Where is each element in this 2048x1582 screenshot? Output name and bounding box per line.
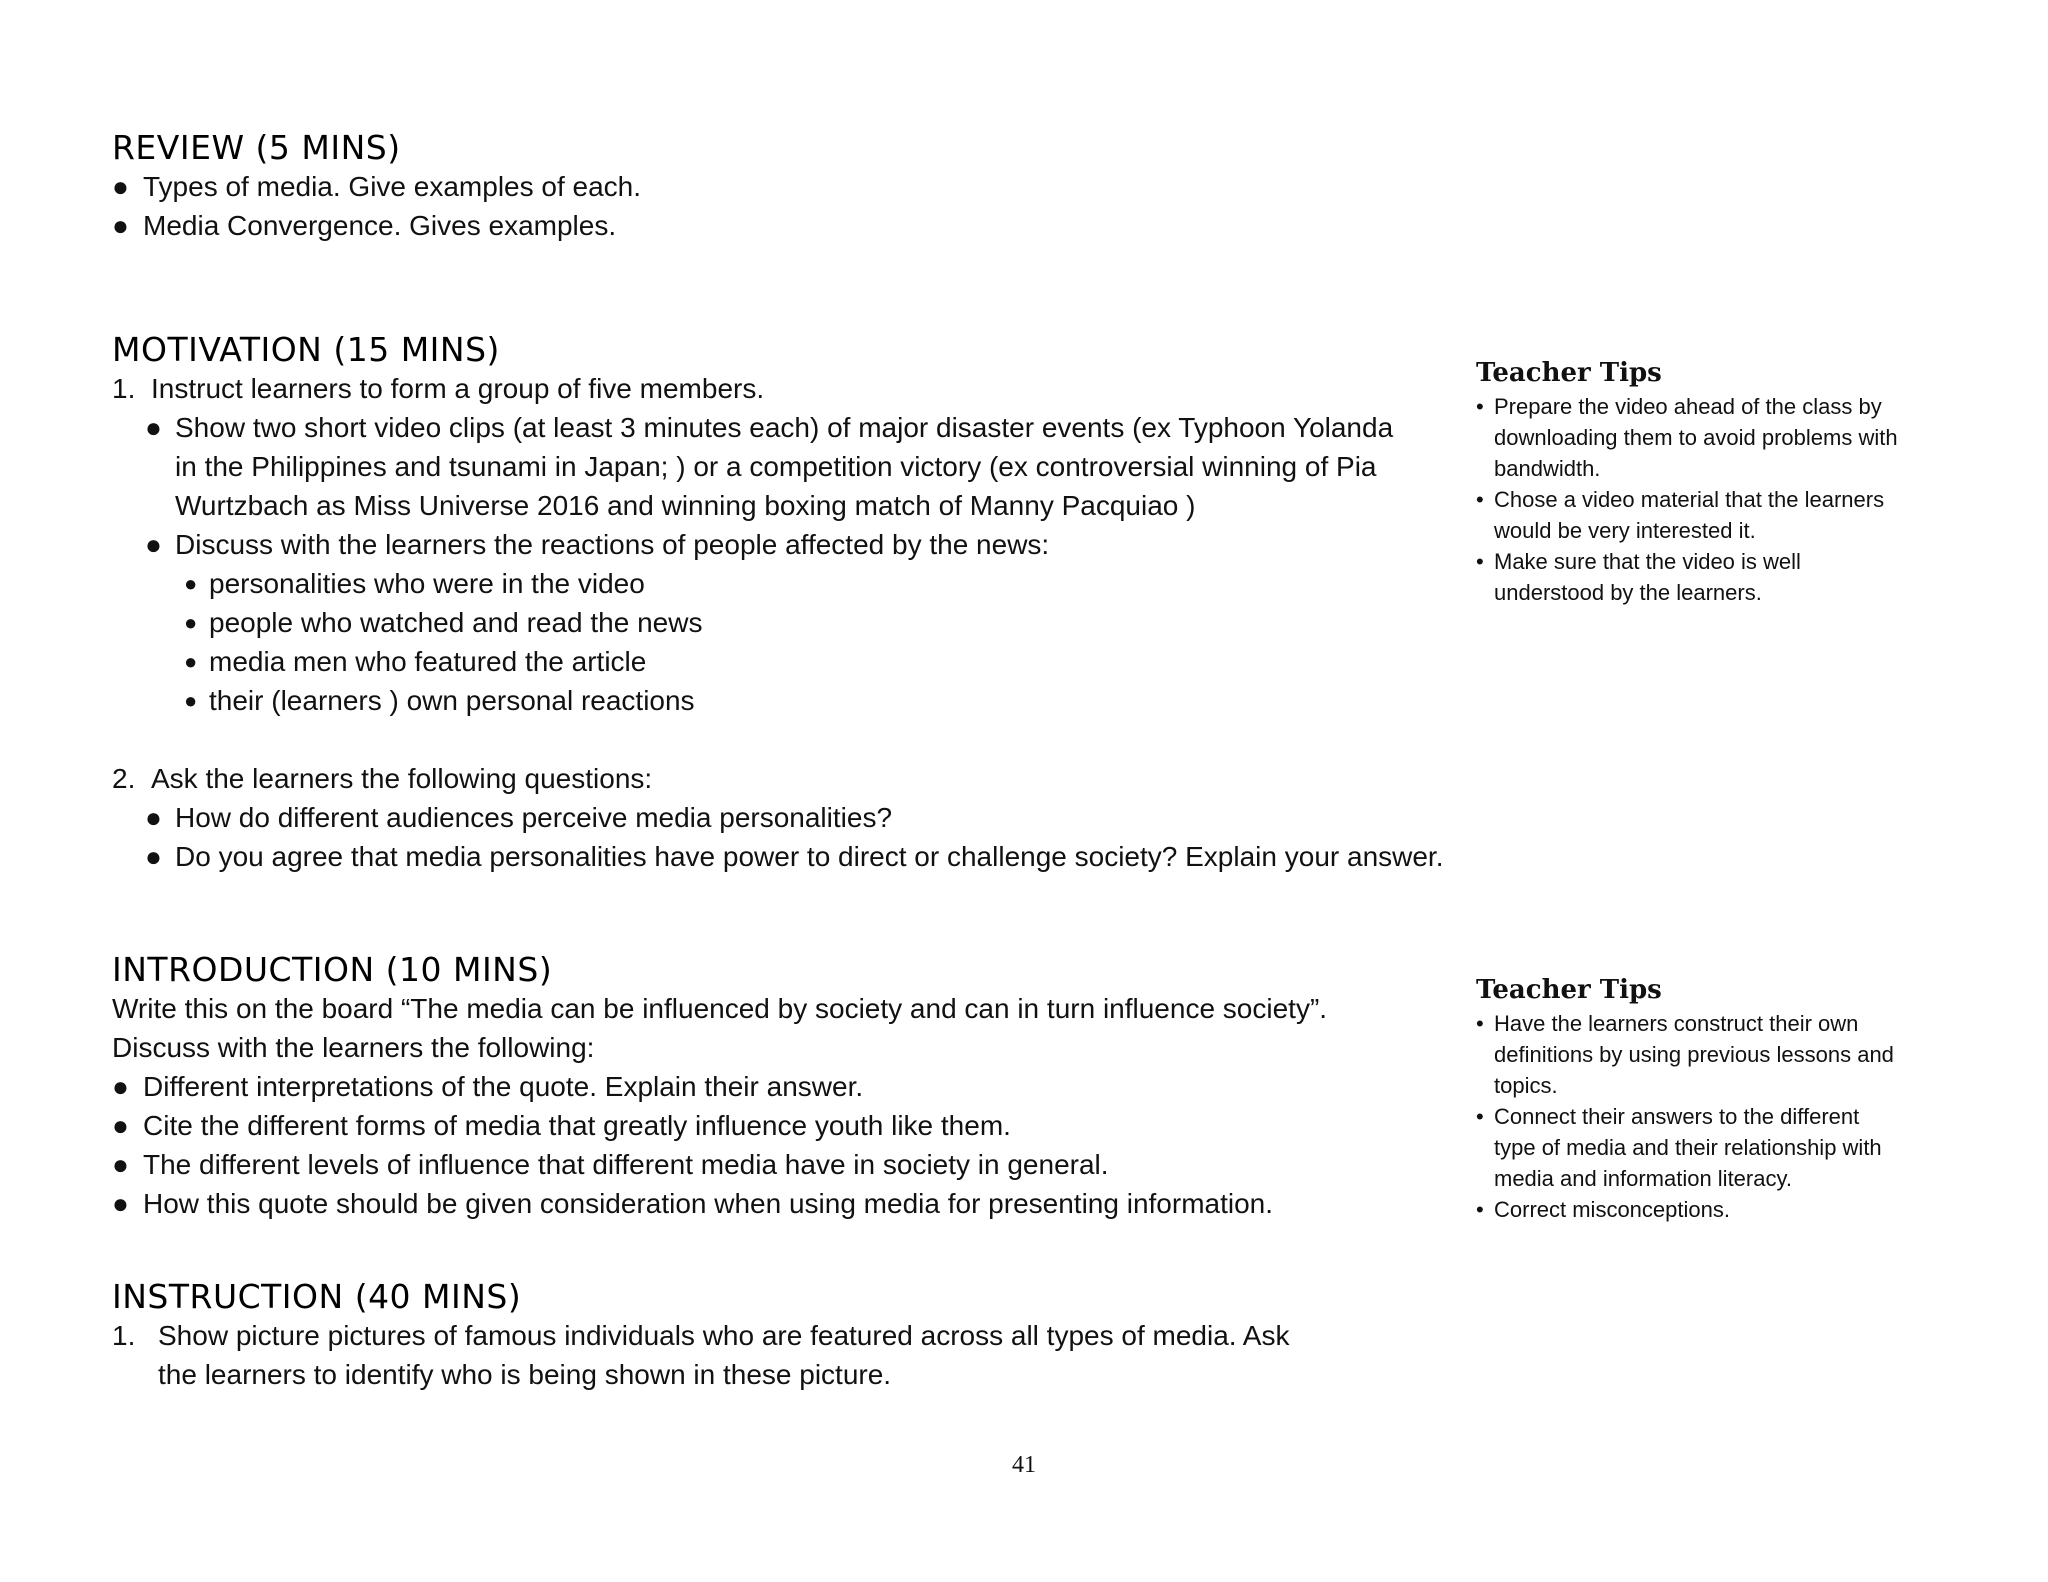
list-item: ● personalities who were in the video [112, 564, 1444, 603]
bullet-icon: • [1476, 394, 1484, 419]
paragraph-line: Discuss with the learners the following: [112, 1032, 595, 1063]
review-list [112, 167, 641, 245]
list-item: ● How this quote should be given consideration when using media for presenting information. [112, 1184, 1327, 1223]
list-item: ● Cite the different forms of media that greatly influence youth like them. [112, 1106, 1327, 1145]
bullet-icon: • [1476, 1011, 1484, 1036]
list-item-continuation: Wurtzbach as Miss Universe 2016 and winning boxing match of Manny Pacquiao ) [175, 490, 1196, 521]
list-item: ● their (learners ) own personal reactions [112, 681, 1444, 720]
tip-item: • Make sure that the video is well understood by the learners. [1476, 546, 1996, 608]
motivation-body [112, 369, 1444, 876]
paragraph-line: Write this on the board “The media can be influenced by society and can in turn influence society”. [112, 993, 1328, 1024]
bullet-icon: ● [184, 688, 198, 713]
teacher-tips-list [1476, 391, 1996, 608]
instruction-heading: INSTRUCTION (40 MINS) [112, 1277, 522, 1316]
tip-item: • Correct misconceptions. [1476, 1194, 1996, 1225]
bullet-icon: ● [112, 1149, 129, 1180]
bullet-icon: ● [184, 571, 198, 596]
bullet-icon: ● [184, 649, 198, 674]
motivation-heading: MOTIVATION (15 MINS) [112, 330, 500, 369]
numbered-item-continuation: the learners to identify who is being shown in these picture. [158, 1359, 892, 1390]
tip-item: • Connect their answers to the different type of media and their relationship with media and information literacy. [1476, 1101, 1996, 1194]
bullet-icon: ● [145, 412, 162, 443]
bullet-icon: ● [112, 210, 129, 241]
list-item: ● Show two short video clips (at least 3 minutes each) of major disaster events (ex Typhoon Yolanda [112, 408, 1444, 447]
numbered-item: 2. Ask the learners the following questions: [112, 763, 653, 794]
bullet-icon: ● [184, 610, 198, 635]
list-item: ● The different levels of influence that different media have in society in general. [112, 1145, 1327, 1184]
list-item: ● How do different audiences perceive media personalities? [112, 798, 1444, 837]
list-item: ● Different interpretations of the quote. Explain their answer. [112, 1067, 1327, 1106]
review-heading: REVIEW (5 MINS) [112, 128, 401, 167]
list-item: ● Types of media. Give examples of each. [112, 167, 641, 206]
bullet-icon: • [1476, 549, 1484, 574]
bullet-icon: • [1476, 1197, 1484, 1222]
teacher-tips-title: Teacher Tips [1476, 975, 1662, 1005]
bullet-icon: • [1476, 487, 1484, 512]
bullet-icon: ● [112, 1071, 129, 1102]
tip-item: • Chose a video material that the learners would be very interested it. [1476, 484, 1996, 546]
bullet-icon: • [1476, 1104, 1484, 1129]
bullet-icon: ● [112, 171, 129, 202]
bullet-icon: ● [112, 1110, 129, 1141]
teacher-tips-title: Teacher Tips [1476, 358, 1662, 388]
teacher-tips-motivation [1476, 358, 1996, 608]
list-item: ● media men who featured the article [112, 642, 1444, 681]
list-item-continuation: in the Philippines and tsunami in Japan; ) or a competition victory (ex controversial winning of Pia [175, 451, 1377, 482]
instruction-body [112, 1316, 1289, 1394]
bullet-icon: ● [112, 1188, 129, 1219]
list-item: ● Media Convergence. Gives examples. [112, 206, 641, 245]
bullet-icon: ● [145, 841, 162, 872]
bullet-icon: ● [145, 529, 162, 560]
numbered-item: 1. Instruct learners to form a group of five members. [112, 373, 765, 404]
tip-item: • Prepare the video ahead of the class by downloading them to avoid problems with bandwidth. [1476, 391, 1996, 484]
list-item: ● Do you agree that media personalities have power to direct or challenge society? Explain your answer. [112, 837, 1444, 876]
teacher-tips-list [1476, 1008, 1996, 1225]
introduction-heading: INTRODUCTION (10 MINS) [112, 950, 553, 989]
list-item: ● people who watched and read the news [112, 603, 1444, 642]
bullet-icon: ● [145, 802, 162, 833]
introduction-body [112, 989, 1327, 1223]
list-item: ● Discuss with the learners the reactions of people affected by the news: [112, 525, 1444, 564]
tip-item: • Have the learners construct their own definitions by using previous lessons and topics. [1476, 1008, 1996, 1101]
numbered-item: 1. Show picture pictures of famous individuals who are featured across all types of media. Ask [112, 1320, 1290, 1351]
page-number: 41 [1012, 1452, 1036, 1478]
teacher-tips-introduction [1476, 975, 1996, 1225]
